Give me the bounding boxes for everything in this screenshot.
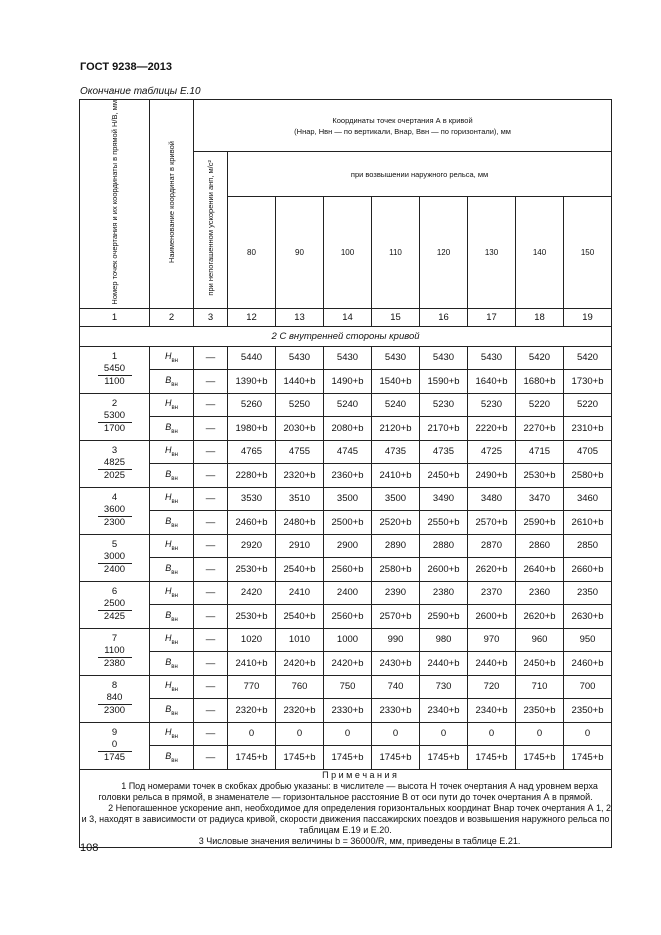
point-cell [80,581,150,628]
point-height: 2500 [98,598,132,611]
value-cell: 960 [516,628,564,652]
point-number: 4 [111,492,118,504]
value-cell: 3500 [372,487,420,511]
value-cell: 2410+b [372,464,420,488]
value-cell: 2460+b [564,652,612,676]
point-height: 0 [98,739,132,752]
value-cell: 5250 [276,393,324,417]
value-cell: 2560+b [324,558,372,582]
value-cell: 2590+b [420,605,468,629]
coord-symbol-b: $B_{вн}$ [150,370,194,394]
table-row [80,605,612,629]
table-row [80,628,612,652]
value-cell: 2350+b [516,699,564,723]
point-distance: 2300 [103,705,126,717]
note-item: 2 Непогашенное ускорение aнп, необходимое для определения горизонтальных координат Bнар точек очертания А 1, 2 и 3, находят в зависимости от радиуса кривой, скорости движения пассажирских поездов и возвышения наружного рельса по таблицам Е.19 и Е.20. [81,802,611,835]
value-cell: 2350 [564,581,612,605]
header-elevation-6: 140 [516,197,564,308]
point-height: 840 [98,692,132,705]
coord-symbol-h: $H_{вн}$ [150,440,194,464]
point-distance: 2380 [103,658,126,670]
point-height: 3000 [98,551,132,564]
value-cell: 0 [564,722,612,746]
note-item: 3 Числовые значения величины b = 36000/R, мм, приведены в таблице Е.21. [198,835,521,846]
coord-symbol-h: $H_{вн}$ [150,346,194,370]
value-cell: 2600+b [420,558,468,582]
value-cell: 2870 [468,534,516,558]
column-number: 18 [516,308,564,326]
value-cell: 2530+b [516,464,564,488]
value-cell: 990 [372,628,420,652]
column-number: 3 [194,308,228,326]
point-number: 8 [111,680,118,692]
value-cell: 2520+b [372,511,420,535]
value-cell: 760 [276,675,324,699]
header-elevation-1: 90 [276,197,324,308]
point-distance: 2025 [103,470,126,482]
value-cell: 2460+b [228,511,276,535]
value-cell: 2630+b [564,605,612,629]
value-cell: 980 [420,628,468,652]
value-cell: 4725 [468,440,516,464]
value-cell: 3470 [516,487,564,511]
header-coordinates-group [194,100,612,152]
value-cell: 2420 [228,581,276,605]
page-number: 108 [80,842,99,854]
value-cell: 5240 [372,393,420,417]
acceleration-cell: — [194,393,228,417]
point-distance: 1745 [103,752,126,764]
value-cell: 2530+b [228,605,276,629]
table-caption: Окончание таблицы Е.10 [80,86,201,97]
value-cell: 3510 [276,487,324,511]
value-cell: 1680+b [516,370,564,394]
value-cell: 2220+b [468,417,516,441]
value-cell: 2340+b [468,699,516,723]
point-cell [80,346,150,393]
value-cell: 5240 [324,393,372,417]
value-cell: 4735 [372,440,420,464]
point-cell [80,534,150,581]
point-number: 3 [111,445,118,457]
value-cell: 1745+b [276,746,324,770]
acceleration-cell: — [194,605,228,629]
value-cell: 4755 [276,440,324,464]
value-cell: 5420 [564,346,612,370]
coord-symbol-h: $H_{вн}$ [150,675,194,699]
table-row [80,393,612,417]
value-cell: 0 [516,722,564,746]
value-cell: 2340+b [420,699,468,723]
value-cell: 2640+b [516,558,564,582]
acceleration-cell: — [194,487,228,511]
value-cell: 2280+b [228,464,276,488]
value-cell: 1000 [324,628,372,652]
value-cell: 4735 [420,440,468,464]
value-cell: 3480 [468,487,516,511]
value-cell: 5430 [372,346,420,370]
point-height: 1100 [98,645,132,658]
column-number: 17 [468,308,516,326]
acceleration-cell: — [194,464,228,488]
value-cell: 2320+b [228,699,276,723]
header-elevation-0: 80 [228,197,276,308]
value-cell: 1980+b [228,417,276,441]
coord-symbol-b: $B_{вн}$ [150,652,194,676]
point-number: 2 [111,398,118,410]
value-cell: 4705 [564,440,612,464]
value-cell: 5430 [324,346,372,370]
value-cell: 2270+b [516,417,564,441]
value-cell: 2030+b [276,417,324,441]
coord-symbol-h: $H_{вн}$ [150,534,194,558]
value-cell: 740 [372,675,420,699]
point-height: 5300 [98,410,132,423]
value-cell: 1745+b [324,746,372,770]
value-cell: 2380 [420,581,468,605]
value-cell: 0 [468,722,516,746]
point-number: 5 [111,539,118,551]
value-cell: 1010 [276,628,324,652]
column-number: 15 [372,308,420,326]
coord-symbol-b: $B_{вн}$ [150,699,194,723]
value-cell: 2600+b [468,605,516,629]
value-cell: 1745+b [372,746,420,770]
column-number: 13 [276,308,324,326]
value-cell: 1745+b [468,746,516,770]
value-cell: 2900 [324,534,372,558]
value-cell: 5220 [516,393,564,417]
value-cell: 1440+b [276,370,324,394]
table-row [80,581,612,605]
value-cell: 2890 [372,534,420,558]
value-cell: 3460 [564,487,612,511]
value-cell: 0 [228,722,276,746]
coord-symbol-b: $B_{вн}$ [150,558,194,582]
value-cell: 5220 [564,393,612,417]
value-cell: 2920 [228,534,276,558]
value-cell: 1490+b [324,370,372,394]
value-cell: 2170+b [420,417,468,441]
acceleration-cell: — [194,652,228,676]
table-row [80,699,612,723]
value-cell: 5430 [276,346,324,370]
coord-symbol-b: $B_{вн}$ [150,464,194,488]
table-row [80,487,612,511]
acceleration-cell: — [194,558,228,582]
table-row [80,534,612,558]
value-cell: 2440+b [420,652,468,676]
value-cell: 2590+b [516,511,564,535]
document-title: ГОСТ 9238—2013 [80,61,173,73]
header-point-number: Номер точек очертания и их координаты в прямой H/B, мм [80,100,150,309]
point-height: 3600 [98,504,132,517]
value-cell: 1745+b [564,746,612,770]
value-cell: 970 [468,628,516,652]
value-cell: 2430+b [372,652,420,676]
value-cell: 2660+b [564,558,612,582]
header-elevation-4: 120 [420,197,468,308]
value-cell: 2330+b [324,699,372,723]
value-cell: 2580+b [564,464,612,488]
value-cell: 1745+b [420,746,468,770]
point-cell [80,440,150,487]
point-height: 5450 [98,363,132,376]
group-title: Координаты точек очертания А в кривой [332,115,473,125]
value-cell: 720 [468,675,516,699]
header-acceleration: при непогашенном ускорении aнп, м/с² [194,152,228,309]
value-cell: 1390+b [228,370,276,394]
table-row [80,370,612,394]
value-cell: 1590+b [420,370,468,394]
coord-symbol-h: $H_{вн}$ [150,581,194,605]
value-cell: 2360 [516,581,564,605]
table-row [80,675,612,699]
value-cell: 2570+b [468,511,516,535]
value-cell: 2500+b [324,511,372,535]
column-number: 12 [228,308,276,326]
acceleration-cell: — [194,675,228,699]
coord-symbol-h: $H_{вн}$ [150,393,194,417]
coord-symbol-h: $H_{вн}$ [150,487,194,511]
column-number: 16 [420,308,468,326]
value-cell: 2450+b [516,652,564,676]
notes-title: П р и м е ч а н и я [322,769,397,780]
value-cell: 2480+b [276,511,324,535]
value-cell: 0 [276,722,324,746]
acceleration-cell: — [194,370,228,394]
acceleration-cell: — [194,346,228,370]
value-cell: 1020 [228,628,276,652]
value-cell: 2420+b [276,652,324,676]
value-cell: 4715 [516,440,564,464]
value-cell: 1540+b [372,370,420,394]
value-cell: 2490+b [468,464,516,488]
point-cell [80,393,150,440]
coord-symbol-h: $H_{вн}$ [150,722,194,746]
value-cell: 2620+b [516,605,564,629]
point-number: 9 [111,727,118,739]
notes-block [80,769,612,847]
value-cell: 950 [564,628,612,652]
value-cell: 2910 [276,534,324,558]
point-distance: 1700 [103,423,126,435]
value-cell: 2410+b [228,652,276,676]
column-number: 2 [150,308,194,326]
value-cell: 2530+b [228,558,276,582]
value-cell: 2580+b [372,558,420,582]
value-cell: 2880 [420,534,468,558]
header-elevation-2: 100 [324,197,372,308]
value-cell: 3490 [420,487,468,511]
value-cell: 2310+b [564,417,612,441]
coord-symbol-b: $B_{вн}$ [150,417,194,441]
value-cell: 2860 [516,534,564,558]
header-elevation-group: при возвышении наружного рельса, мм [228,152,612,197]
value-cell: 770 [228,675,276,699]
value-cell: 2320+b [276,699,324,723]
table-row [80,558,612,582]
column-number: 19 [564,308,612,326]
acceleration-cell: — [194,534,228,558]
coord-symbol-h: $H_{вн}$ [150,628,194,652]
header-elevation-5: 130 [468,197,516,308]
acceleration-cell: — [194,440,228,464]
value-cell: 2550+b [420,511,468,535]
value-cell: 0 [372,722,420,746]
value-cell: 2360+b [324,464,372,488]
point-distance: 2425 [103,611,126,623]
coordinates-table [79,99,612,848]
value-cell: 5440 [228,346,276,370]
table-row [80,722,612,746]
value-cell: 0 [420,722,468,746]
value-cell: 5430 [420,346,468,370]
value-cell: 5430 [468,346,516,370]
acceleration-cell: — [194,628,228,652]
point-number: 6 [111,586,118,598]
point-cell [80,487,150,534]
value-cell: 5260 [228,393,276,417]
point-distance: 2400 [103,564,126,576]
value-cell: 1745+b [516,746,564,770]
value-cell: 2570+b [372,605,420,629]
value-cell: 5420 [516,346,564,370]
value-cell: 2330+b [372,699,420,723]
note-item: 1 Под номерами точек в скобках дробью указаны: в числителе — высота H точек очертания А над уровнем верха головки рельса в прямой, в знаменателе — горизонтальное расстояние B от оси пути до точек очертания А в прямой. [98,780,598,802]
point-number: 1 [111,351,118,363]
value-cell: 3530 [228,487,276,511]
point-cell [80,675,150,722]
value-cell: 2320+b [276,464,324,488]
value-cell: 2540+b [276,558,324,582]
value-cell: 2080+b [324,417,372,441]
value-cell: 2370 [468,581,516,605]
acceleration-cell: — [194,746,228,770]
value-cell: 5230 [420,393,468,417]
header-elevation-7: 150 [564,197,612,308]
acceleration-cell: — [194,417,228,441]
value-cell: 2540+b [276,605,324,629]
section-title: 2 С внутренней стороны кривой [80,326,612,346]
value-cell: 730 [420,675,468,699]
value-cell: 710 [516,675,564,699]
value-cell: 2440+b [468,652,516,676]
value-cell: 2410 [276,581,324,605]
header-elevation-3: 110 [372,197,420,308]
value-cell: 2560+b [324,605,372,629]
header-coordinate-name: Наименование координат в кривой [150,100,194,309]
acceleration-cell: — [194,722,228,746]
point-distance: 1100 [104,376,125,388]
coord-symbol-b: $B_{вн}$ [150,605,194,629]
table-row [80,511,612,535]
point-height: 4825 [98,457,132,470]
group-subtitle: (Hнар, Hвн — по вертикали, Bнар, Bвн — по горизонтали), мм [294,126,511,136]
column-number: 1 [80,308,150,326]
table-row [80,464,612,488]
value-cell: 4765 [228,440,276,464]
point-distance: 2300 [103,517,126,529]
value-cell: 750 [324,675,372,699]
column-number: 14 [324,308,372,326]
point-number: 7 [111,633,118,645]
value-cell: 3500 [324,487,372,511]
table-row [80,417,612,441]
point-cell [80,628,150,675]
value-cell: 2390 [372,581,420,605]
value-cell: 2850 [564,534,612,558]
table-row [80,652,612,676]
value-cell: 2610+b [564,511,612,535]
value-cell: 2120+b [372,417,420,441]
table-row [80,746,612,770]
value-cell: 1745+b [228,746,276,770]
acceleration-cell: — [194,581,228,605]
value-cell: 0 [324,722,372,746]
value-cell: 2400 [324,581,372,605]
acceleration-cell: — [194,511,228,535]
value-cell: 1730+b [564,370,612,394]
coord-symbol-b: $B_{вн}$ [150,746,194,770]
coord-symbol-b: $B_{вн}$ [150,511,194,535]
value-cell: 2620+b [468,558,516,582]
value-cell: 1640+b [468,370,516,394]
value-cell: 4745 [324,440,372,464]
value-cell: 700 [564,675,612,699]
point-cell [80,722,150,769]
value-cell: 5230 [468,393,516,417]
value-cell: 2450+b [420,464,468,488]
table-row [80,346,612,370]
value-cell: 2420+b [324,652,372,676]
value-cell: 2350+b [564,699,612,723]
acceleration-cell: — [194,699,228,723]
table-row [80,440,612,464]
